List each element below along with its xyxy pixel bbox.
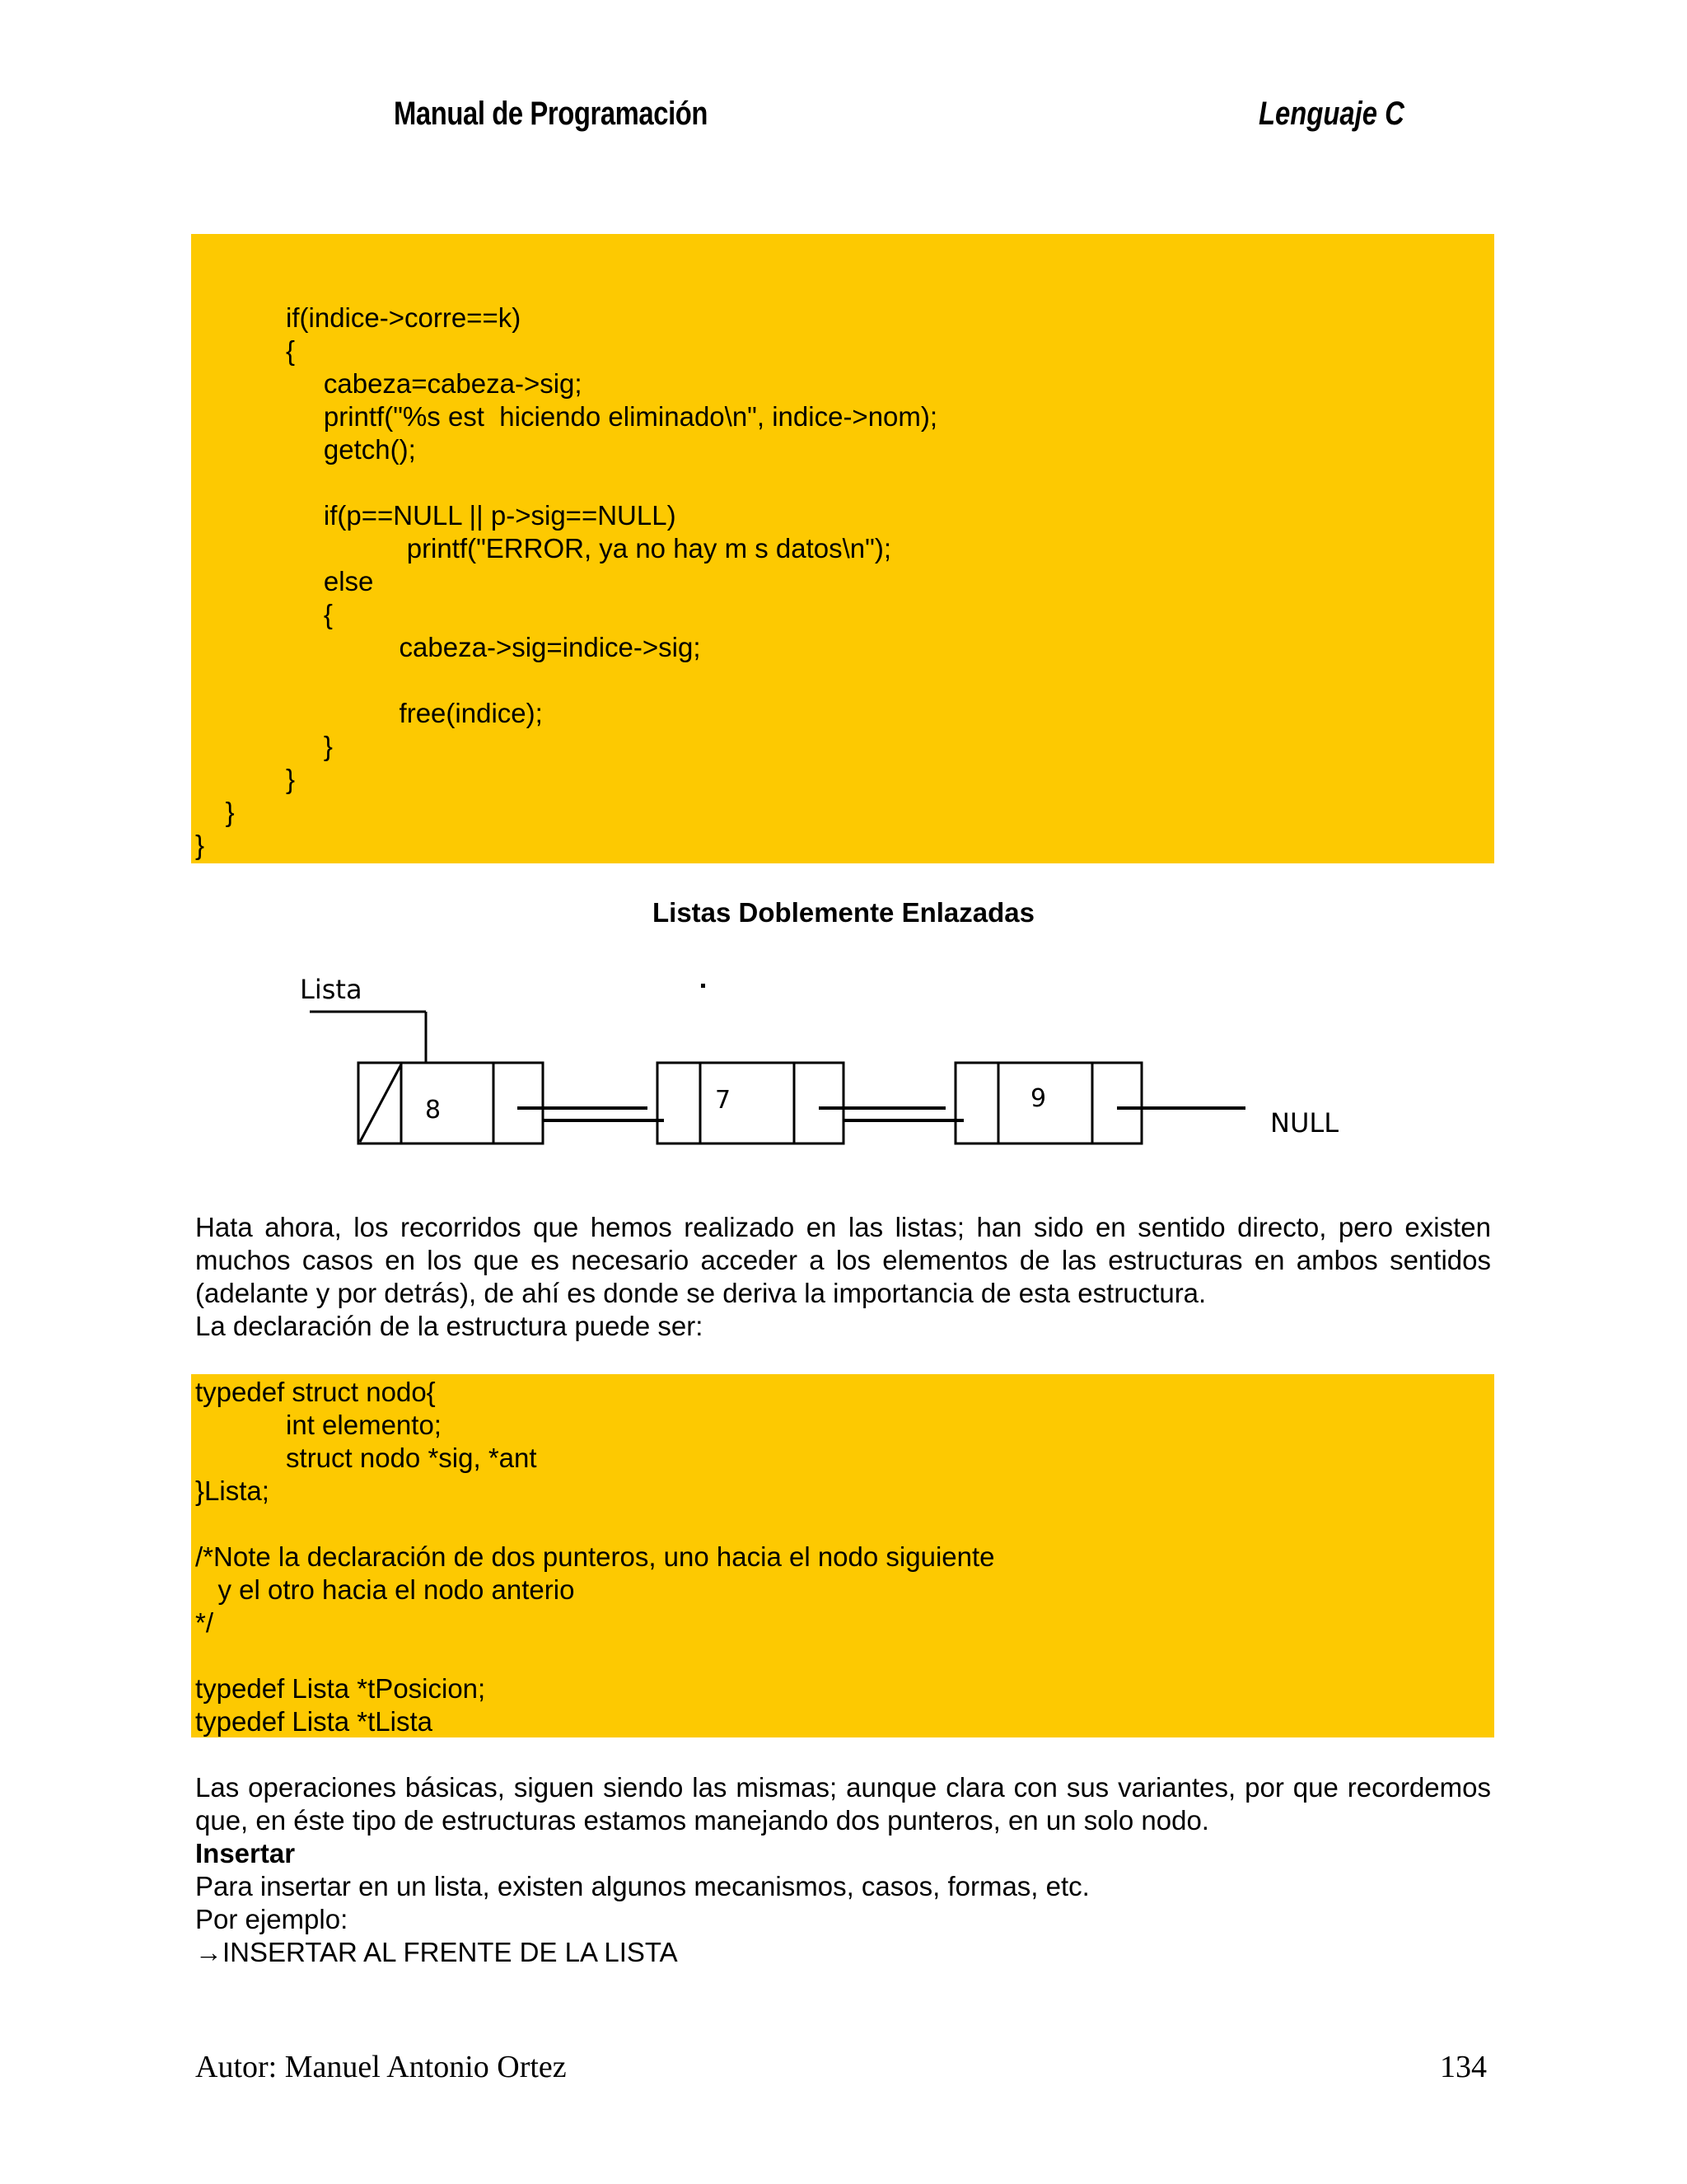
paragraph-declaration-line: La declaración de la estructura puede ser: — [195, 1311, 703, 1341]
code-block-1-line: getch(); — [195, 434, 416, 465]
code-block-1-line: cabeza=cabeza->sig; — [195, 368, 582, 399]
code-block-1-line: printf("ERROR, ya no hay m s datos\n"); — [195, 533, 892, 564]
code-block-1-line: } — [195, 797, 235, 827]
paragraph-insert-line: Para insertar en un lista, existen algunos mecanismos, casos, formas, etc. — [195, 1871, 1090, 1901]
code-block-2-line: /*Note la declaración de dos punteros, uno hacia el nodo siguiente — [195, 1541, 995, 1572]
node-2 — [657, 1063, 844, 1143]
node-3-value: 9 — [1030, 1084, 1047, 1113]
code-block-1-line — [195, 466, 937, 499]
code-block-2 — [195, 1376, 995, 1738]
link-2-3 — [819, 1108, 964, 1120]
list-pointer-line — [310, 1012, 426, 1063]
code-block-2-line: }Lista; — [195, 1475, 269, 1506]
code-block-2-line: struct nodo *sig, *ant — [195, 1443, 537, 1473]
link-1-2 — [517, 1108, 664, 1120]
code-block-1 — [195, 302, 937, 862]
code-block-2-line: */ — [195, 1607, 214, 1638]
paragraph-operations-line-2: que, en éste tipo de estructuras estamos manejando dos punteros, en un solo nodo. — [195, 1805, 1209, 1836]
node-1-value: 8 — [425, 1096, 442, 1125]
code-block-1-line — [195, 664, 937, 697]
stray-dot — [701, 984, 705, 988]
insert-front-label: INSERTAR AL FRENTE DE LA LISTA — [222, 1937, 678, 1967]
code-block-2-line — [195, 1639, 995, 1672]
paragraph-intro-line-3: (adelante y por detrás), de ahí es donde se deriva la importancia de esta estructura. — [195, 1278, 1207, 1308]
code-block-1-line: { — [195, 599, 333, 629]
paragraph-intro — [195, 1211, 1491, 1343]
code-block-1-line: } — [195, 731, 333, 761]
insert-front-item — [195, 1936, 1491, 1969]
code-block-2-line: typedef struct nodo{ — [195, 1377, 436, 1407]
code-block-1-line: } — [195, 764, 296, 794]
null-label: NULL — [1270, 1107, 1339, 1139]
footer-author: Autor: Manuel Antonio Ortez — [195, 2050, 567, 2084]
paragraph-intro-line-2: muchos casos en los que es necesario acceder a los elementos de las estructuras en ambos sentidos — [195, 1245, 1491, 1275]
right-arrow-icon: → — [195, 1937, 222, 1967]
footer-page-number: 134 — [1440, 2050, 1487, 2084]
node-3 — [956, 1063, 1142, 1143]
node-2-value: 7 — [715, 1086, 731, 1115]
header-manual-title: Manual de Programación — [394, 96, 708, 132]
paragraph-operations — [195, 1771, 1491, 1969]
code-block-1-line: { — [195, 335, 296, 366]
doubly-linked-list-diagram — [0, 947, 1687, 1162]
code-block-1-line: if(p==NULL || p->sig==NULL) — [195, 500, 676, 531]
code-block-2-line: typedef Lista *tLista — [195, 1706, 433, 1737]
code-block-2-line: y el otro hacia el nodo anterio — [195, 1574, 575, 1605]
paragraph-operations-line-1: Las operaciones básicas, siguen siendo las mismas; aunque clara con sus variantes, por que recordemos — [195, 1772, 1491, 1803]
code-block-1-line: } — [195, 830, 205, 860]
code-block-2-line: typedef Lista *tPosicion; — [195, 1673, 486, 1704]
code-block-1-line: printf("%s est hiciendo eliminado\n", indice->nom); — [195, 401, 938, 432]
paragraph-intro-line-1: Hata ahora, los recorridos que hemos realizado en las listas; han sido en sentido directo, pero existen — [195, 1212, 1491, 1242]
header-language-title: Lenguaje C — [1259, 96, 1404, 132]
node-1 — [358, 1063, 543, 1143]
code-block-1-line: cabeza->sig=indice->sig; — [195, 632, 701, 662]
insertar-heading: Insertar — [195, 1838, 296, 1868]
code-block-1-line: else — [195, 566, 374, 596]
section-title: Listas Doblemente Enlazadas — [652, 897, 1035, 928]
code-block-1-line: if(indice->corre==k) — [195, 302, 521, 333]
code-block-2-line: int elemento; — [195, 1410, 442, 1440]
paragraph-example-line: Por ejemplo: — [195, 1904, 348, 1934]
code-block-1-line: free(indice); — [195, 698, 543, 728]
list-label: Lista — [300, 974, 362, 1005]
code-block-2-line — [195, 1508, 995, 1541]
